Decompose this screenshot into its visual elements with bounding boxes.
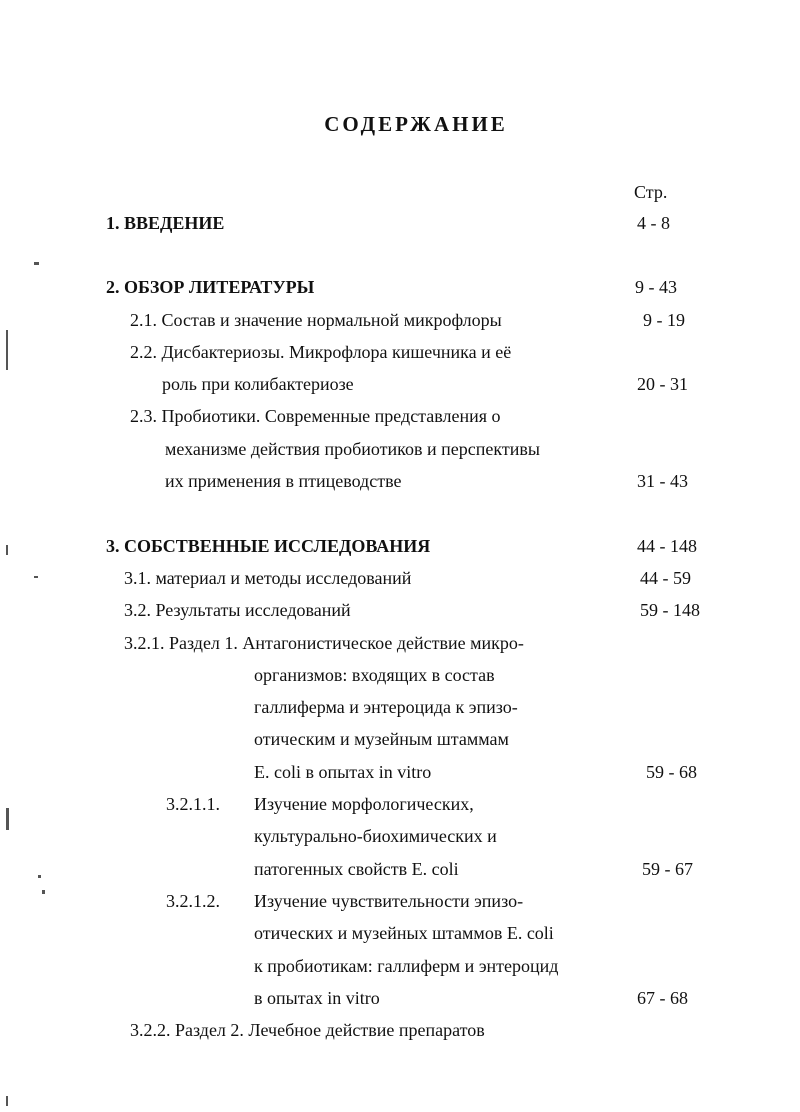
- toc-entry-3-2-1-1-line-2: культурально-биохимических и: [254, 826, 497, 846]
- toc-entry-3-2-1-2-number: 3.2.1.2.: [166, 891, 220, 911]
- toc-entry-3-2-1-2-line-4: в опытах in vitro: [254, 988, 380, 1008]
- toc-entry-3-2-2-title: 3.2.2. Раздел 2. Лечебное действие препаратов: [130, 1020, 485, 1040]
- scan-artifact: [42, 890, 45, 894]
- toc-entry-3-2-1-1-number: 3.2.1.1.: [166, 794, 220, 814]
- toc-entry-3-2-1-line-2: организмов: входящих в состав: [254, 665, 495, 685]
- toc-entry-2-3-pages: 31 - 43: [637, 471, 688, 491]
- page-title: СОДЕРЖАНИЕ: [324, 112, 508, 136]
- toc-entry-3-2-1-line-1: 3.2.1. Раздел 1. Антагонистическое действие микро-: [124, 633, 524, 653]
- toc-entry-3-1-title: 3.1. материал и методы исследований: [124, 568, 412, 588]
- toc-entry-own-title: 3. СОБСТВЕННЫЕ ИССЛЕДОВАНИЯ: [106, 536, 431, 556]
- toc-entry-review-title: 2. ОБЗОР ЛИТЕРАТУРЫ: [106, 277, 315, 297]
- toc-entry-own-pages: 44 - 148: [637, 536, 697, 556]
- toc-entry-2-2-line-2: роль при колибактериозе: [162, 374, 354, 394]
- toc-entry-3-2-1-line-3: галлиферма и энтероцида к эпизо-: [254, 697, 518, 717]
- toc-entry-2-2-pages: 20 - 31: [637, 374, 688, 394]
- toc-entry-2-3-line-1: 2.3. Пробиотики. Современные представления о: [130, 406, 501, 426]
- scan-artifact: [6, 808, 9, 830]
- toc-entry-3-2-title: 3.2. Результаты исследований: [124, 600, 351, 620]
- toc-entry-3-2-1-1-line-1: Изучение морфологических,: [254, 794, 474, 814]
- toc-entry-3-2-1-line-4: отическим и музейным штаммам: [254, 729, 509, 749]
- scan-artifact: [38, 875, 41, 878]
- page-column-header: Стр.: [634, 182, 668, 202]
- toc-entry-2-1-title: 2.1. Состав и значение нормальной микрофлоры: [130, 310, 502, 330]
- toc-entry-3-2-1-1-line-3: патогенных свойств E. coli: [254, 859, 459, 879]
- scan-artifact: [6, 545, 8, 555]
- toc-entry-2-3-line-3: их применения в птицеводстве: [165, 471, 402, 491]
- toc-entry-3-2-1-2-line-1: Изучение чувствительности эпизо-: [254, 891, 524, 911]
- toc-entry-review-pages: 9 - 43: [635, 277, 677, 297]
- toc-entry-3-2-1-pages: 59 - 68: [646, 762, 697, 782]
- toc-entry-intro-title: 1. ВВЕДЕНИЕ: [106, 213, 225, 233]
- toc-entry-3-2-1-1-pages: 59 - 67: [642, 859, 693, 879]
- toc-entry-3-2-pages: 59 - 148: [640, 600, 700, 620]
- scan-artifact: [6, 330, 8, 370]
- toc-entry-3-1-pages: 44 - 59: [640, 568, 691, 588]
- toc-entry-2-3-line-2: механизме действия пробиотиков и перспективы: [165, 439, 540, 459]
- toc-entry-2-2-line-1: 2.2. Дисбактериозы. Микрофлора кишечника и её: [130, 342, 512, 362]
- toc-entry-3-2-1-2-pages: 67 - 68: [637, 988, 688, 1008]
- toc-entry-3-2-1-2-line-2: отических и музейных штаммов E. coli: [254, 923, 554, 943]
- toc-entry-2-1-pages: 9 - 19: [643, 310, 685, 330]
- toc-entry-3-2-1-line-5: E. coli в опытах in vitro: [254, 762, 432, 782]
- scan-artifact: [34, 262, 39, 265]
- scan-artifact: [34, 576, 38, 578]
- toc-entry-intro-pages: 4 - 8: [637, 213, 670, 233]
- toc-entry-3-2-1-2-line-3: к пробиотикам: галлиферм и энтероцид: [254, 956, 559, 976]
- scan-artifact: [6, 1096, 8, 1106]
